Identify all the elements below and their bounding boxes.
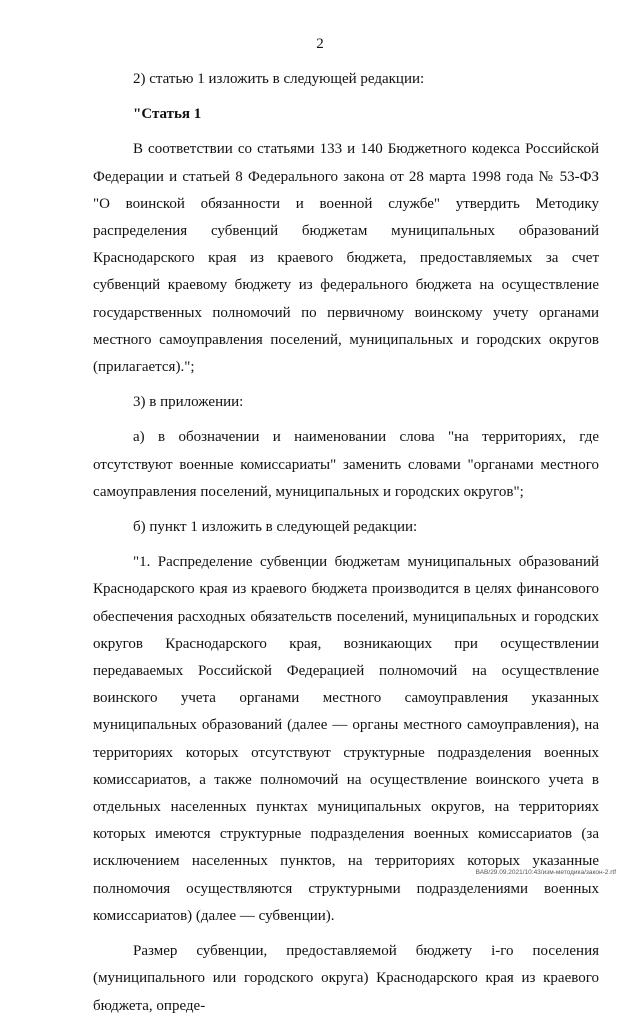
paragraph-item-a: а) в обозначении и наименовании слова "на территориях, где отсутствуют военные комиссариаты" заменить словами "органами местного самоуправления поселений, муниципальных и городских округов"; bbox=[93, 429, 599, 500]
document-body bbox=[93, 66, 599, 1020]
paragraph-point-1: "1. Распределение субвенции бюджетам муниципальных образований Краснодарского края из краевого бюджета производится в целях финансового обеспечения расходных обязательств поселений, муниципальных и городских округов Краснодарского края, возникающих при осуществлении передаваемых Российской Федерацией полномочий на осуществление воинского учета органами местного самоуправления указанных муниципальных образований (далее — органы местного самоуправления), на территориях которых отсутствуют структурные подразделения военных комиссариатов, а также полномочий на осуществление воинского учета в отдельных населенных пунктах муниципальных округов, на территориях которых имеются структурные подразделения военных комиссариатов (за исключением населенных пунктов, на территориях которых указанные полномочия осуществляются структурными подразделениями военных комиссариатов) (далее — субвенции). bbox=[93, 554, 599, 924]
paragraph-subvention-size: Размер субвенции, предоставляемой бюджету i-го поселения (муниципального или городского округа) Краснодарского края из краевого бюджета, опреде- bbox=[93, 943, 599, 1014]
paragraph-item-b: б) пункт 1 изложить в следующей редакции: bbox=[133, 519, 418, 536]
paragraph-article-amendment: 2) статью 1 изложить в следующей редакции: bbox=[133, 71, 425, 87]
paragraph-appendix: 3) в приложении: bbox=[133, 394, 244, 411]
page-number: 2 bbox=[316, 36, 324, 52]
article-heading: "Статья 1 bbox=[133, 106, 202, 123]
paragraph-article-1-text: В соответствии со статьями 133 и 140 Бюджетного кодекса Российской Федерации и статьей 8 Федерального закона от 28 марта 1998 года № 53-ФЗ "О воинской обязанности и военной службе" утвердить Методику распределения субвенций бюджетам муниципальных образований Краснодарского края из краевого бюджета, предоставляемых за счет субвенций краевому бюджету из федерального бюджета на осуществление государственных полномочий по первичному воинскому учету органами местного самоуправления поселений, муниципальных и городских округов (прилагается)."; bbox=[93, 141, 599, 376]
footer-file-info: ВАВ/29.09.2021/10:43/изм-методика/закон-2.rtf bbox=[475, 869, 616, 876]
